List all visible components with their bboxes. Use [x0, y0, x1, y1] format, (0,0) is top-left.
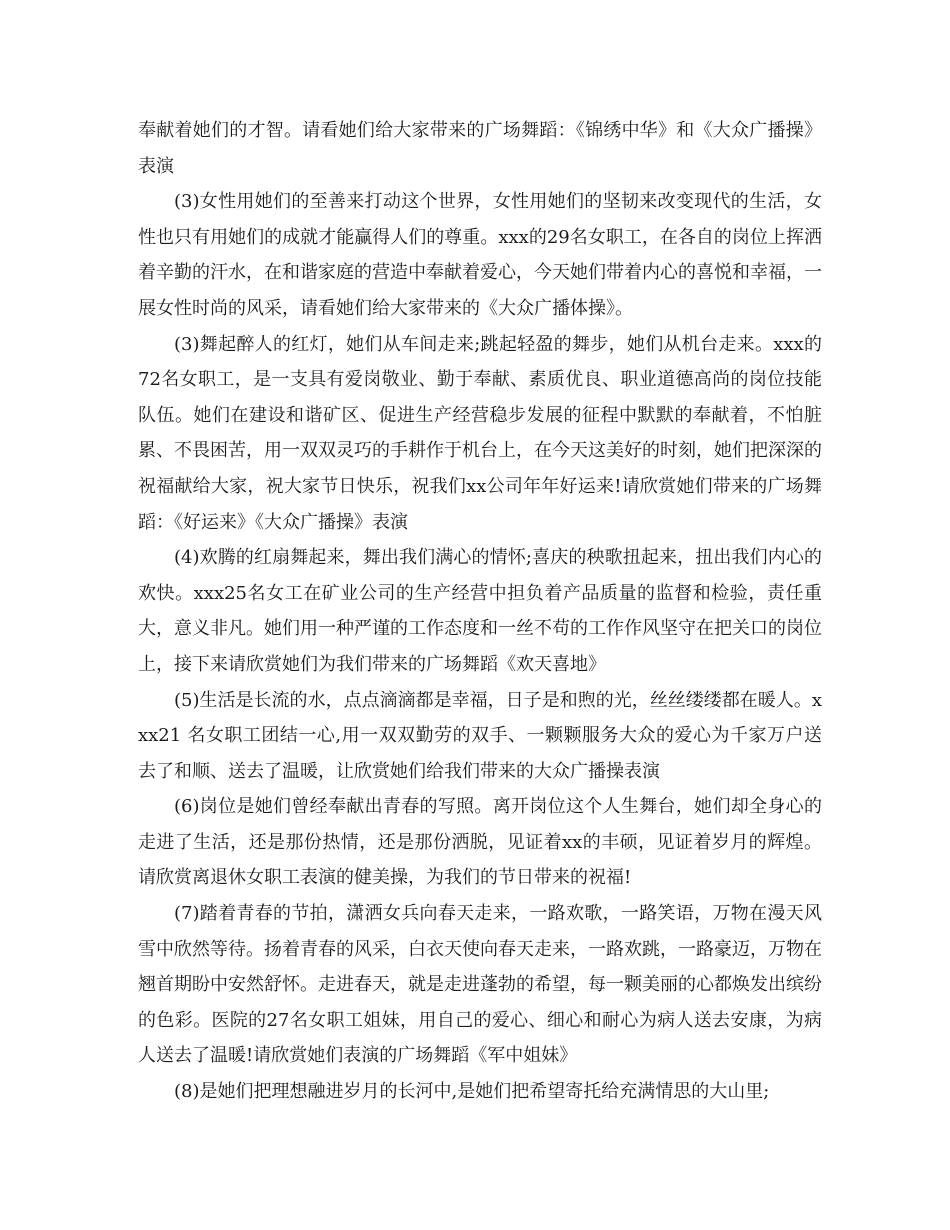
- paragraph-6: (6)岗位是她们曾经奉献出青春的写照。离开岗位这个人生舞台，她们却全身心的走进了生活，还是那份热情，还是那份洒脱，见证着xx的丰硕，见证着岁月的辉煌。请欣赏离退休女职工表演的健美操，为我们的节日带来的祝福!: [138, 796, 822, 889]
- paragraph-5: (5)生活是长流的水，点点滴滴都是幸福，日子是和煦的光，丝丝缕缕都在暖人。xxx21 名女职工团结一心,用一双双勤劳的双手、一颗颗服务大众的爱心为千家万户送去了和顺、送去了温暖，让欣赏她们给我们带来的大众广播操表演: [138, 689, 822, 782]
- paragraph-continuation: 奉献着她们的才智。请看她们给大家带来的广场舞蹈：《锦绣中华》和《大众广播操》表演: [138, 120, 822, 177]
- paragraph-4: (4)欢腾的红扇舞起来，舞出我们满心的情怀;喜庆的秧歌扭起来，扭出我们内心的欢快。xxx25名女工在矿业公司的生产经营中担负着产品质量的监督和检验，责任重大，意义非凡。她们用一种严谨的工作态度和一丝不苟的工作作风坚守在把关口的岗位上，接下来请欣赏她们为我们带来的广场舞蹈《欢天喜地》: [138, 547, 822, 675]
- paragraph-7: (7)踏着青春的节拍，潇洒女兵向春天走来，一路欢歌，一路笑语，万物在漫天风雪中欣然等待。扬着青春的风采，白衣天使向春天走来，一路欢跳，一路豪迈，万物在翘首期盼中安然舒怀。走进春天，就是走进蓬勃的希望，每一颗美丽的心都焕发出缤纷的色彩。医院的27名女职工姐妹，用自己的爱心、细心和耐心为病人送去安康，为病人送去了温暖!请欣赏她们表演的广场舞蹈《军中姐妹》: [138, 903, 822, 1067]
- paragraph-8: (8)是她们把理想融进岁月的长河中,是她们把希望寄托给充满情思的大山里;: [174, 1081, 770, 1103]
- paragraph-3a: (3)女性用她们的至善来打动这个世界，女性用她们的坚韧来改变现代的生活，女性也只有用她们的成就才能赢得人们的尊重。xxx的29名女职工，在各自的岗位上挥洒着辛勤的汗水，在和谐家庭的营造中奉献着爱心，今天她们带着内心的喜悦和幸福，一展女性时尚的风采，请看她们给大家带来的《大众广播体操》。: [138, 191, 822, 319]
- document-body: [138, 113, 822, 1110]
- paragraph-3b: (3)舞起醉人的红灯，她们从车间走来;跳起轻盈的舞步，她们从机台走来。xxx的72名女职工，是一支具有爱岗敬业、勤于奉献、素质优良、职业道德高尚的岗位技能队伍。她们在建设和谐矿区、促进生产经营稳步发展的征程中默默的奉献着，不怕脏累、不畏困苦，用一双双灵巧的手耕作于机台上，在今天这美好的时刻，她们把深深的祝福献给大家，祝大家节日快乐，祝我们xx公司年年好运来!请欣赏她们带来的广场舞蹈：《好运来》《大众广播操》表演: [138, 333, 822, 533]
